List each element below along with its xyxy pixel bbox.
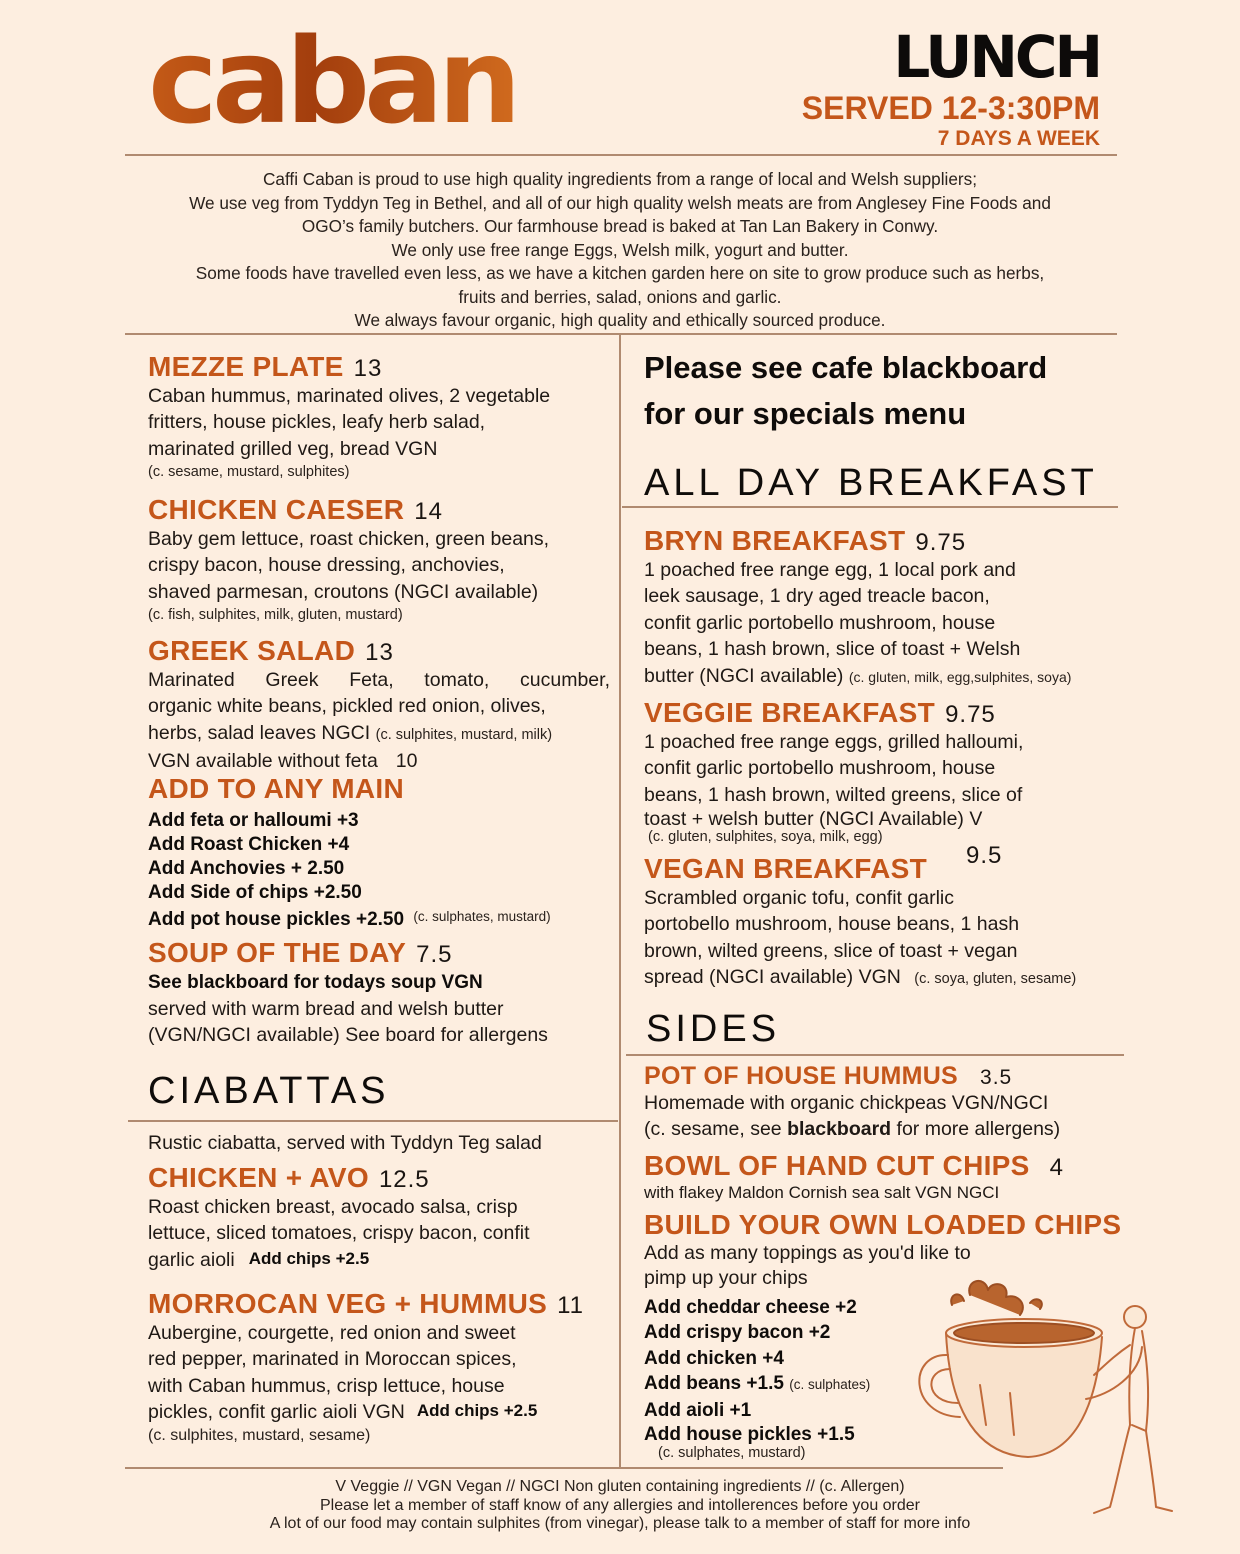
item-title: VEGAN BREAKFAST: [644, 853, 927, 884]
item-title: GREEK SALAD: [148, 635, 356, 666]
item-allergens: (c. soya, gluten, sesame): [914, 971, 1077, 988]
addon-item: Add Side of chips +2.50: [148, 881, 362, 903]
item-desc: fritters, house pickles, leafy herb salad,: [148, 411, 486, 434]
item-desc: for more allergens): [891, 1117, 1061, 1140]
item-desc: with Caban hummus, crisp lettuce, house: [148, 1374, 505, 1397]
item-desc: confit garlic portobello mushroom, house: [644, 611, 996, 634]
add-to-any-main: [148, 774, 613, 932]
ciabattas-heading: CIABATTAS: [148, 1070, 390, 1112]
addon-item: Add Roast Chicken +4: [148, 833, 350, 855]
item-price: 9.5: [966, 842, 1003, 869]
footer-line: A lot of our food may contain sulphites (from vinegar), please talk to a member of staff for more info: [269, 1515, 971, 1532]
intro-line: Caffi Caban is proud to use high quality ingredients from a range of local and Welsh suppliers;: [262, 169, 977, 189]
item-desc: with flakey Maldon Cornish sea salt VGN NGCI: [644, 1182, 1000, 1202]
item-title: VEGGIE BREAKFAST: [644, 697, 936, 728]
footer-line: Please let a member of staff know of any allergies and intollerences before you order: [319, 1496, 921, 1514]
item-allergens: (c. gluten, sulphites, soya, milk, egg): [648, 829, 883, 846]
footer-line: V Veggie // VGN Vegan // NGCI Non gluten containing ingredients // (c. Allergen): [335, 1478, 905, 1495]
item-desc: Baby gem lettuce, roast chicken, green beans,: [148, 527, 550, 550]
served-days: 7 DAYS A WEEK: [937, 126, 1100, 150]
item-title: POT OF HOUSE HUMMUS: [644, 1062, 959, 1090]
item-desc: red pepper, marinated in Moroccan spices,: [148, 1348, 517, 1371]
addon-allergens: (c. sulphates, mustard): [413, 908, 551, 924]
item-desc: Caban hummus, marinated olives, 2 vegetable: [148, 384, 551, 407]
veggie-breakfast: [644, 698, 1114, 845]
item-desc: 1 poached free range egg, 1 local pork and: [644, 558, 1016, 581]
item-desc: crispy bacon, house dressing, anchovies,: [148, 554, 505, 577]
item-desc: beans, 1 hash brown, wilted greens, slice of: [644, 783, 1023, 806]
item-price: 13: [365, 639, 394, 666]
item-price: 4: [1049, 1154, 1064, 1181]
sides-heading: SIDES: [646, 1008, 781, 1050]
topping-item: Add house pickles +1.5: [644, 1424, 855, 1446]
header-divider: [125, 154, 1117, 156]
item-desc: spread (NGCI available) VGN: [644, 966, 901, 989]
ciabattas-intro: Rustic ciabatta, served with Tyddyn Teg salad: [148, 1132, 542, 1154]
chicken-avo: [148, 1163, 613, 1273]
item-price: 13: [353, 355, 383, 382]
item-desc: 1 poached free range eggs, grilled halloumi,: [644, 730, 1024, 753]
topping-item: Add chicken +4: [644, 1347, 784, 1369]
topping-allergens: (c. sulphates, mustard): [658, 1445, 806, 1462]
bowl-of-chips: [644, 1151, 1124, 1204]
item-title: MORROCAN VEG + HUMMUS: [148, 1288, 548, 1319]
vegan-breakfast: [644, 838, 1134, 993]
item-desc: pickles, confit garlic aioli VGN: [148, 1401, 405, 1424]
addon-item: Add feta or halloumi +3: [148, 809, 359, 831]
chicken-caeser: [148, 495, 613, 625]
breakfast-heading: ALL DAY BREAKFAST: [644, 462, 1098, 504]
item-title: SOUP OF THE DAY: [148, 937, 407, 968]
item-allergens: (c. fish, sulphites, milk, gluten, mustard): [148, 607, 403, 624]
morrocan-veg-hummus: [148, 1289, 613, 1446]
item-desc: garlic aioli: [148, 1248, 235, 1271]
item-desc: lettuce, sliced tomatoes, crispy bacon, confit: [148, 1222, 530, 1245]
item-desc: Roast chicken breast, avocado salsa, crisp: [148, 1195, 518, 1218]
item-allergens: (c. sesame, mustard, sulphites): [148, 464, 350, 481]
item-price: 3.5: [980, 1066, 1013, 1089]
intro-line: OGO’s family butchers. Our farmhouse bread is baked at Tan Lan Bakery in Conwy.: [301, 216, 939, 236]
served-hours: SERVED 12-3:30PM: [801, 90, 1100, 126]
vgn-option: VGN available without feta: [148, 750, 378, 773]
topping-item: Add crispy bacon +2: [644, 1322, 831, 1344]
item-desc: shaved parmesan, croutons (NGCI available): [148, 580, 539, 603]
topping-allergens: (c. sulphates): [789, 1377, 871, 1393]
item-allergens: (c. sulphites, mustard, sesame): [148, 1426, 371, 1444]
intro-line: We use veg from Tyddyn Teg in Bethel, and all of our high quality welsh meats are from Anglesey Fine Foods and: [189, 192, 1051, 213]
addon: Add chips +2.5: [248, 1248, 370, 1268]
intro-line: Some foods have travelled even less, as we have a kitchen garden here on site to grow produce such as herbs,: [195, 263, 1045, 283]
sides-divider: [626, 1054, 1124, 1056]
addon-item: Add Anchovies + 2.50: [148, 857, 345, 879]
specials-line: Please see cafe blackboard: [644, 350, 1048, 385]
item-desc: toast + welsh butter (NGCI Available) V: [644, 808, 983, 831]
column-divider: [619, 333, 621, 1467]
soup-note: See blackboard for todays soup VGN: [148, 971, 483, 993]
item-title: ADD TO ANY MAIN: [148, 773, 404, 804]
intro-divider: [125, 333, 1117, 335]
item-desc: organic white beans, pickled red onion, olives,: [148, 695, 546, 718]
item-title: BOWL OF HAND CUT CHIPS: [644, 1150, 1030, 1181]
breakfast-divider: [622, 506, 1118, 508]
mezze-plate: [148, 352, 613, 482]
item-price: 9.75: [945, 701, 996, 728]
caban-logo: caban: [148, 12, 516, 150]
item-desc: (c. sesame, see: [644, 1117, 788, 1140]
item-desc: Add as many toppings as you'd like to: [644, 1241, 971, 1264]
item-allergens: (c. sulphites, mustard, milk): [375, 726, 553, 743]
lunch-header: [801, 23, 1100, 150]
item-desc: served with warm bread and welsh butter: [148, 997, 504, 1020]
specials-line: for our specials menu: [644, 396, 967, 431]
pot-of-house-hummus: [644, 1063, 1124, 1143]
vgn-price: 10: [395, 750, 418, 773]
item-title: BRYN BREAKFAST: [644, 525, 906, 556]
item-desc: Aubergine, courgette, red onion and sweet: [148, 1321, 516, 1344]
ciabattas-divider: [128, 1120, 618, 1122]
item-desc: Marinated Greek Feta, tomato, cucumber,: [148, 668, 610, 691]
intro-line: fruits and berries, salad, onions and garlic.: [458, 286, 782, 307]
topping-item: Add aioli +1: [644, 1399, 752, 1421]
item-price: 14: [414, 498, 443, 525]
item-desc: pimp up your chips: [644, 1266, 808, 1289]
item-desc: herbs, salad leaves NGCI: [148, 721, 371, 744]
item-price: 12.5: [378, 1166, 430, 1193]
bryn-breakfast: [644, 526, 1136, 690]
footer-divider: [125, 1467, 1003, 1469]
intro-text: [125, 168, 1115, 333]
item-desc: confit garlic portobello mushroom, house: [644, 757, 996, 780]
lunch-title: LUNCH: [893, 23, 1100, 91]
item-desc: marinated grilled veg, bread VGN: [148, 437, 438, 460]
item-desc-bold: blackboard: [787, 1117, 892, 1140]
topping-item: Add beans +1.5: [644, 1373, 784, 1395]
footer-notes: [125, 1478, 1115, 1534]
item-allergens: (c. gluten, milk, egg,sulphites, soya): [848, 668, 1072, 685]
item-title: CHICKEN + AVO: [148, 1162, 369, 1193]
addon: Add chips +2.5: [416, 1401, 538, 1421]
item-desc: portobello mushroom, house beans, 1 hash: [644, 913, 1020, 936]
item-title: CHICKEN CAESER: [148, 494, 405, 525]
item-title: BUILD YOUR OWN LOADED CHIPS: [644, 1209, 1122, 1240]
item-price: 11: [557, 1292, 585, 1319]
item-desc: Scrambled organic tofu, confit garlic: [644, 886, 954, 909]
item-title: MEZZE PLATE: [148, 351, 344, 382]
item-desc: (VGN/NGCI available) See board for allergens: [148, 1024, 548, 1047]
item-desc: brown, wilted greens, slice of toast + vegan: [644, 939, 1018, 962]
addon-item: Add pot house pickles +2.50: [148, 908, 405, 930]
item-desc: butter (NGCI available): [644, 664, 844, 687]
intro-line: We only use free range Eggs, Welsh milk, yogurt and butter.: [391, 239, 849, 260]
item-desc: Homemade with organic chickpeas VGN/NGCI: [644, 1091, 1049, 1114]
item-price: 9.75: [915, 529, 967, 556]
topping-item: Add cheddar cheese +2: [644, 1296, 857, 1318]
item-desc: beans, 1 hash brown, slice of toast + Welsh: [644, 638, 1021, 661]
intro-line: We always favour organic, high quality and ethically sourced produce.: [354, 310, 886, 330]
specials-note: [644, 345, 1047, 437]
soup-of-the-day: [148, 938, 613, 1049]
item-desc: leek sausage, 1 dry aged treacle bacon,: [644, 585, 990, 608]
greek-salad: [148, 636, 610, 775]
item-price: 7.5: [416, 941, 453, 968]
